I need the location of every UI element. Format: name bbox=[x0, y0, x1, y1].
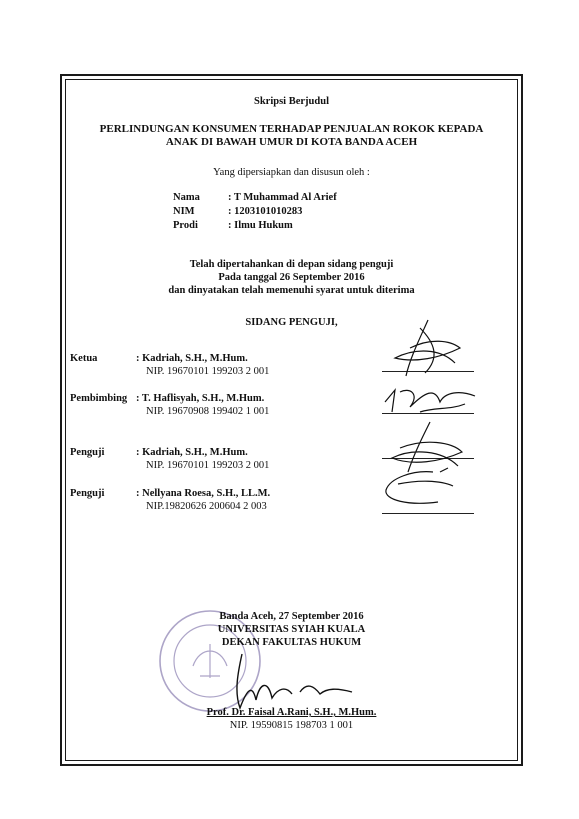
heading: Skripsi Berjudul bbox=[254, 96, 329, 107]
name-penguji-1: : Kadriah, S.H., M.Hum. bbox=[136, 447, 248, 458]
title-line-2: ANAK DI BAWAH UMUR DI KOTA BANDA ACEH bbox=[165, 136, 418, 148]
signature-pembimbing bbox=[380, 382, 480, 422]
nim-value: : 1203101010283 bbox=[228, 206, 303, 217]
signature-line-penguji-2 bbox=[382, 513, 474, 514]
name-pembimbing: : T. Haflisyah, S.H., M.Hum. bbox=[136, 393, 265, 404]
prepared-by: Yang dipersiapkan dan disusun oleh : bbox=[213, 167, 370, 178]
role-penguji-2: Penguji bbox=[70, 488, 105, 499]
title-line-1: PERLINDUNGAN KONSUMEN TERHADAP PENJUALAN ROKOK KEPADA bbox=[99, 123, 484, 135]
name-penguji-2: : Nellyana Roesa, S.H., LL.M. bbox=[136, 488, 271, 499]
role-pembimbing: Pembimbing bbox=[70, 393, 128, 404]
nim-label: NIM bbox=[173, 206, 195, 217]
committee-heading: SIDANG PENGUJI, bbox=[245, 317, 338, 328]
nip-ketua: NIP. 19670101 199203 2 001 bbox=[146, 366, 270, 377]
prodi-value: : Ilmu Hukum bbox=[228, 220, 293, 231]
nip-penguji-2: NIP.19820626 200604 2 003 bbox=[146, 501, 267, 512]
signature-ketua bbox=[380, 318, 480, 378]
dean-nip: NIP. 19590815 198703 1 001 bbox=[229, 720, 354, 731]
signature-penguji-2 bbox=[378, 466, 478, 511]
name-label: Nama bbox=[173, 192, 200, 203]
nip-penguji-1: NIP. 19670101 199203 2 001 bbox=[146, 460, 270, 471]
signature-dean bbox=[212, 652, 362, 712]
name-ketua: : Kadriah, S.H., M.Hum. bbox=[136, 353, 248, 364]
defense-line-3: dan dinyatakan telah memenuhi syarat untuk diterima bbox=[168, 285, 415, 296]
dean-name: Prof. Dr. Faisal A.Rani, S.H., M.Hum. bbox=[206, 707, 377, 718]
place-date: Banda Aceh, 27 September 2016 bbox=[219, 611, 364, 622]
university: UNIVERSITAS SYIAH KUALA bbox=[217, 624, 366, 635]
name-value: : T Muhammad Al Arief bbox=[228, 192, 337, 203]
defense-line-2: Pada tanggal 26 September 2016 bbox=[218, 272, 365, 283]
prodi-label: Prodi bbox=[173, 220, 198, 231]
role-ketua: Ketua bbox=[70, 353, 98, 364]
defense-line-1: Telah dipertahankan di depan sidang penguji bbox=[189, 259, 394, 270]
nip-pembimbing: NIP. 19670908 199402 1 001 bbox=[146, 406, 270, 417]
dean-title: DEKAN FAKULTAS HUKUM bbox=[221, 637, 362, 648]
role-penguji-1: Penguji bbox=[70, 447, 105, 458]
